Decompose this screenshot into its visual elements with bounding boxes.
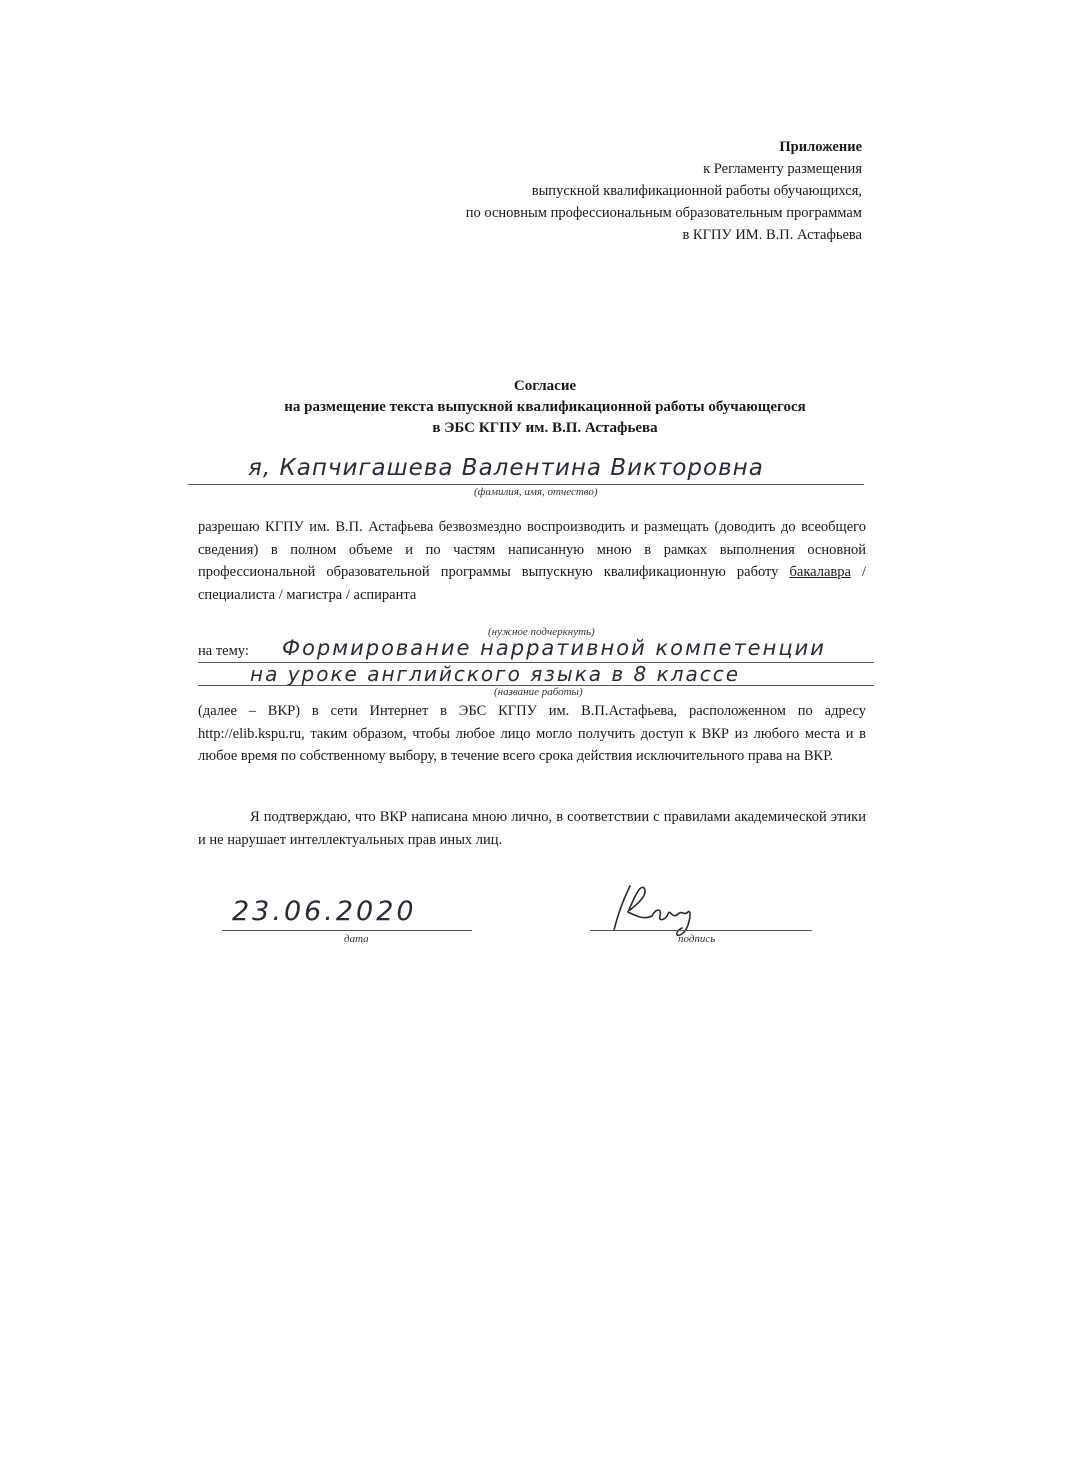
annex-block [466, 136, 862, 246]
topic-handwritten-line-1: Формирование нарративной компетенции [282, 636, 826, 660]
annex-line-4: в КГПУ ИМ. В.П. Астафьева [682, 227, 862, 243]
signature-stroke-3 [652, 910, 690, 935]
consent-title: Согласие [513, 378, 577, 394]
date-underline [222, 930, 472, 931]
date-caption: дата [344, 933, 369, 945]
degree-options: / специалиста / магистра / аспиранта [198, 564, 867, 603]
topic-handwritten-line-2: на уроке английского языка в 8 классе [250, 662, 741, 686]
annex-title: Приложение [779, 139, 862, 155]
consent-place: в ЭБС КГПУ им. В.П. Астафьева [432, 420, 658, 436]
annex-line-2: выпускной квалификационной работы обучающихся, [531, 183, 862, 199]
signature-caption: подпись [678, 933, 716, 945]
annex-line-3: по основным профессиональным образовательным программам [465, 205, 862, 221]
topic-caption: (название работы) [494, 686, 583, 698]
signature-stroke-2 [628, 887, 652, 917]
permission-text: разрешаю КГПУ им. В.П. Астафьева безвозмездно воспроизводить и размещать (доводить до всеобщего сведения) в полном объеме и по частям написанную мною в рамках выполнения основной профессиональной образовательной программы выпускную квалификационную работу [198, 519, 866, 580]
consent-heading [200, 376, 890, 439]
signature-underline [590, 930, 812, 931]
degree-selected: бакалавра [789, 564, 851, 580]
permission-paragraph [198, 516, 866, 606]
name-caption: (фамилия, имя, отчество) [474, 486, 598, 498]
degree-caption: (нужное подчеркнуть) [488, 626, 595, 638]
annex-line-1: к Регламенту размещения [703, 161, 862, 177]
confirmation-paragraph: Я подтверждаю, что ВКР написана мною лично, в соответствии с правилами академической этики и не нарушает интеллектуальных прав иных лиц. [198, 809, 866, 848]
topic-label: на тему: [198, 643, 249, 659]
date-handwritten: 23.06.2020 [232, 896, 417, 927]
name-handwritten: я, Капчигашева Валентина Викторовна [248, 455, 764, 481]
consent-subtitle: на размещение текста выпускной квалификационной работы обучающегося [284, 399, 806, 415]
name-underline [188, 484, 864, 485]
publication-paragraph: (далее – ВКР) в сети Интернет в ЭБС КГПУ им. В.П.Астафьева, расположенном по адресу http://elib.kspu.ru, таким образом, чтобы любое лицо могло получить доступ к ВКР из любого места и в любое время по собственному выбору, в течение всего срока действия исключительного права на ВКР. [198, 703, 866, 764]
signature-stroke-1 [614, 886, 630, 930]
